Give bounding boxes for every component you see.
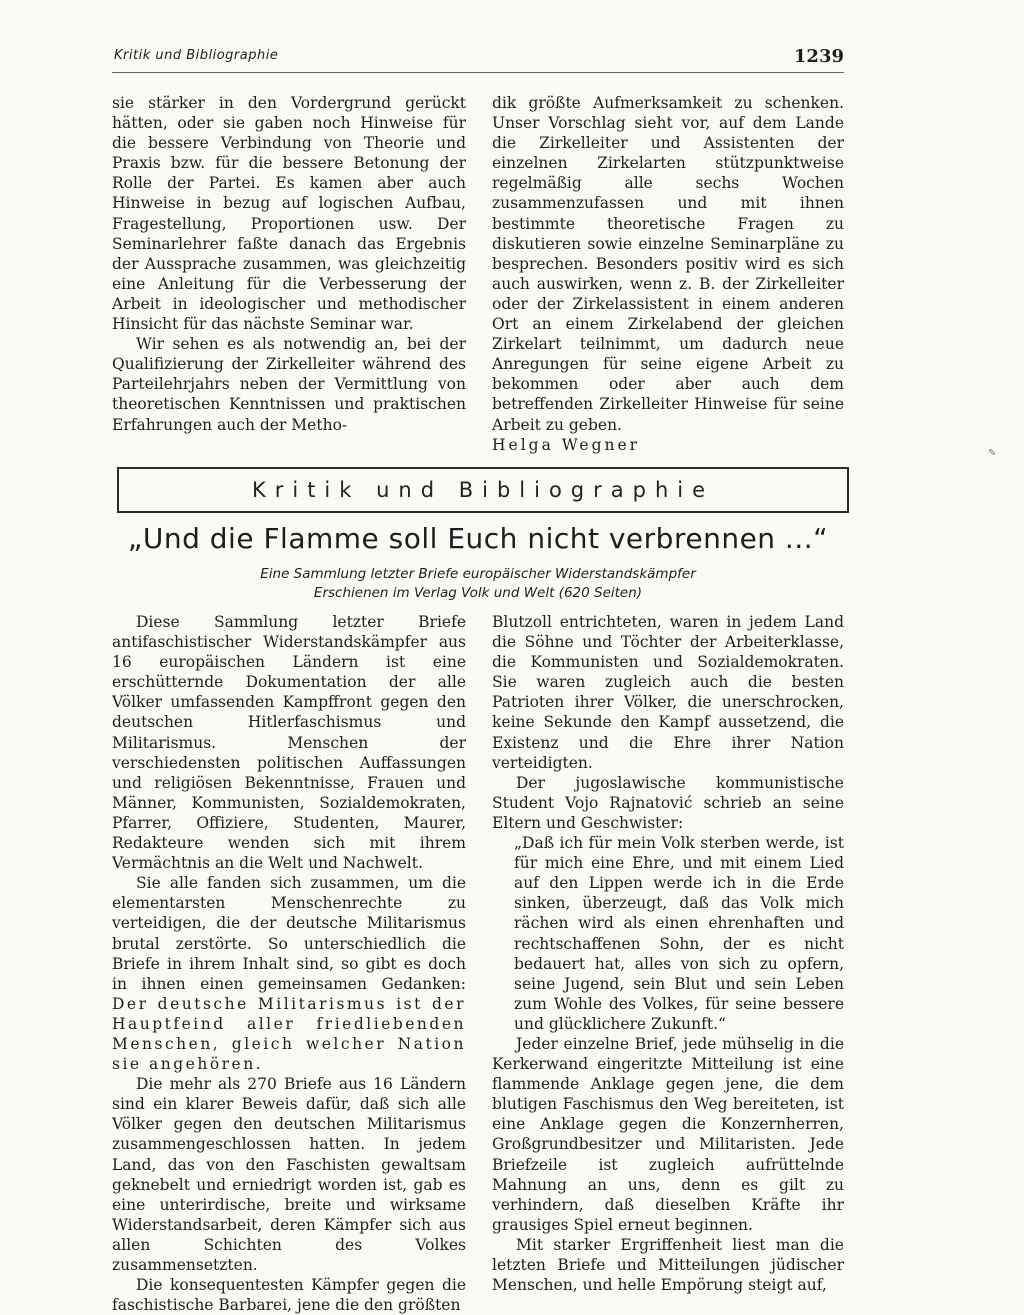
paragraph-text: Sie alle fanden sich zusammen, um die elementarsten Menschenrechte zu verteidigen, die der deutsche Militarismus brutal zerstörte. So unterschiedlich die Briefe in ihrem Inhalt sind, so gibt es doch in ihnen einen gemeinsamen Gedanken: [112, 874, 466, 993]
author-signature: Helga Wegner [492, 435, 641, 454]
running-header [112, 46, 844, 73]
paragraph: Der jugoslawische kommunistische Student Vojo Rajnatović schrieb an seine Eltern und Geschwister: [492, 773, 844, 832]
article-subtitle: Eine Sammlung letzter Briefe europäischer Widerstandskämpfer [260, 566, 696, 582]
paragraph: Jeder einzelne Brief, jede mühselig in die Kerkerwand eingeritzte Mitteilung ist eine flammende Anklage gegen jene, die dem blutigen Faschismus den Weg bereiteten, ist eine Anklage gegen die Konzernherren, Großgrundbesitzer und Militaristen. Jede Briefzeile ist zugleich aufrüttelnde Mahnung an uns, denn es gilt zu verhindern, daß dieselben Kräfte ihr grausiges Spiel erneut beginnen. [492, 1034, 844, 1234]
article-publication-info: Erschienen im Verlag Volk und Welt (620 Seiten) [313, 585, 643, 601]
paragraph [112, 873, 466, 1074]
margin-mark: ✎ [988, 448, 997, 459]
section-rubric: Kritik und Bibliographie [251, 478, 715, 502]
paragraph: dik größte Aufmerksamkeit zu schenken. Unser Vorschlag sieht vor, auf dem Lande die Zirkelleiter und Assistenten der einzelnen Zirkelarten stützpunktweise regelmäßig alle sechs Wochen zusammenzufassen und mit ihnen bestimmte theoretische Fragen zu diskutieren sowie einzelne Seminarpläne zu besprechen. Besonders positiv wird es sich auch auswirken, wenn z. B. der Zirkelleiter oder der Zirkelassistent in einem anderen Ort an einem Zirkelabend der gleichen Zirkelart teilnimmt, um dadurch neue Anregungen für seine eigene Arbeit zu bekommen oder aber auch dem betreffenden Zirkelleiter Hinweise für seine Arbeit zu geben. [492, 94, 844, 434]
paragraph: Diese Sammlung letzter Briefe antifaschistischer Widerstandskämpfer aus 16 europäischen Ländern ist eine erschütternde Dokumentation der alle Völker umfassenden Kampffront gegen den deutschen Hitlerfaschismus und Militarismus. Menschen der verschiedensten politischen Auffassungen und religiösen Bekenntnisse, Frauen und Männer, Kommunisten, Sozialdemokraten, Pfarrer, Offiziere, Studenten, Maurer, Redakteure wenden sich mit ihrem Vermächtnis an die Welt und Nachwelt. [112, 613, 466, 873]
prev-article-left-column [112, 93, 466, 435]
paragraph: Die mehr als 270 Briefe aus 16 Ländern sind ein klarer Beweis dafür, daß sich alle Völker gegen den deutschen Militarismus zusammengeschlossen hatten. In jedem Land, das von den Faschisten gewaltsam geknebelt und erniedrigt worden ist, gab es eine unterirdische, breite und wirksame Widerstandsarbeit, deren Kämpfer sich aus allen Schichten des Volkes zusammensetzten. [112, 1075, 466, 1274]
paragraph: Mit starker Ergriffenheit liest man die letzten Briefe und Mitteilungen jüdischer Menschen, und helle Empörung steigt auf, [492, 1235, 844, 1295]
section-rubric-box [117, 467, 849, 513]
letter-quote: „Daß ich für mein Volk sterben werde, ist für mich eine Ehre, und mit einem Lied auf den Lippen werde ich in die Erde sinken, überzeugt, daß das Volk mich rächen wird als einen ehrenhaften und rechtschaffenen Sohn, der es nicht bedauert hat, alles von sich zu opfern, seine Jugend, sein Blut und sein Leben zum Wohle des Volkes, für seine bessere und glücklichere Zukunft.“ [514, 834, 844, 1033]
paragraph: Wir sehen es als notwendig an, bei der Qualifizierung der Zirkelleiter während des Parteilehrjahrs neben der Vermittlung von theoretischen Kenntnissen und praktischen Erfahrungen auch der Metho- [112, 335, 466, 434]
paragraph: Blutzoll entrichteten, waren in jedem Land die Söhne und Töchter der Arbeiterklasse, die Kommunisten und Sozialdemokraten. Sie waren zugleich auch die besten Patrioten ihrer Völker, die unerschrocken, keine Sekunde den Kampf aussetzend, die Existenz und die Ehre ihrer Nation verteidigten. [492, 613, 844, 772]
prev-article-right-column [492, 93, 844, 455]
page-number: 1239 [793, 46, 844, 67]
emphasized-thesis: Der deutsche Militarismus ist der Hauptfeind aller friedliebenden Menschen, gleich welcher Nation sie angehören. [112, 994, 466, 1074]
paragraph: sie stärker in den Vordergrund gerückt hätten, oder sie gaben noch Hinweise für die bessere Verbindung von Theorie und Praxis bzw. für die bessere Betonung der Rolle der Partei. Es kamen aber auch Hinweise in bezug auf logischen Aufbau, Fragestellung, Proportionen usw. Der Seminarlehrer faßte danach das Ergebnis der Aussprache zusammen, was gleichzeitig eine Anleitung für die Verbesserung der Arbeit in ideologischer und methodischer Hinsicht für das nächste Seminar war. [112, 94, 466, 334]
article-title: „Und die Flamme soll Euch nicht verbrennen ...“ [127, 522, 829, 555]
article-left-column [112, 612, 466, 1315]
article-right-column [492, 612, 844, 1295]
paragraph: Die konsequentesten Kämpfer gegen die faschistische Barbarei, jene die den größten [112, 1276, 466, 1315]
running-title: Kritik und Bibliographie [114, 48, 279, 63]
